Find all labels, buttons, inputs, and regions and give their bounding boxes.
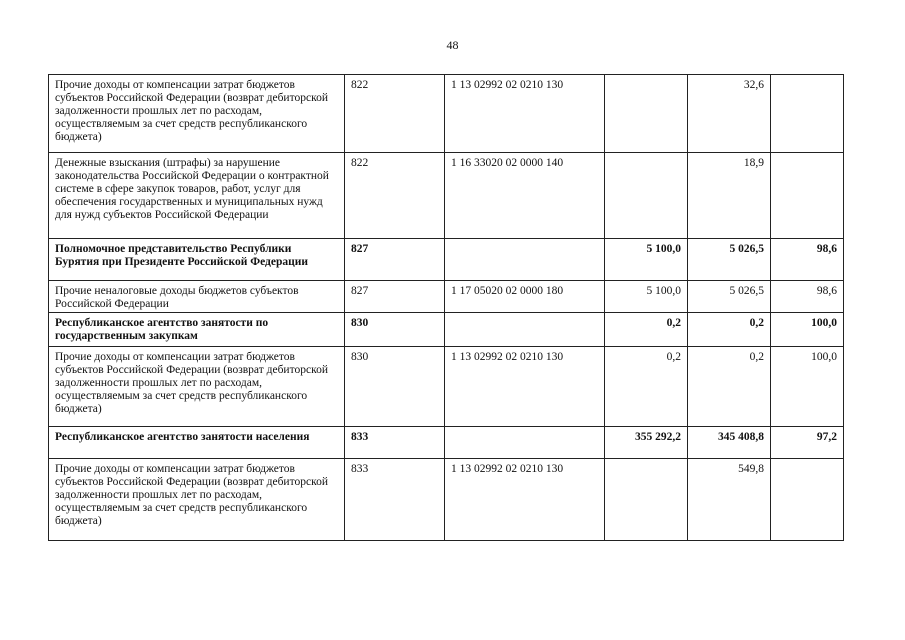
cell-plan: 5 100,0: [605, 239, 688, 281]
cell-fact: 0,2: [688, 347, 771, 427]
cell-percent: 98,6: [771, 239, 844, 281]
cell-fact: 549,8: [688, 459, 771, 541]
cell-fact: 18,9: [688, 153, 771, 239]
cell-admin-code: 822: [345, 75, 445, 153]
cell-admin-code: 822: [345, 153, 445, 239]
cell-admin-code: 833: [345, 459, 445, 541]
cell-name: Республиканское агентство занятости по государственным закупкам: [49, 313, 345, 347]
cell-admin-code: 830: [345, 313, 445, 347]
cell-percent: [771, 75, 844, 153]
table-row-section: [49, 313, 844, 347]
cell-name: Прочие неналоговые доходы бюджетов субъектов Российской Федерации: [49, 281, 345, 313]
cell-plan: 0,2: [605, 313, 688, 347]
cell-plan: [605, 153, 688, 239]
cell-budget-code: 1 17 05020 02 0000 180: [445, 281, 605, 313]
cell-percent: 100,0: [771, 313, 844, 347]
cell-percent: 100,0: [771, 347, 844, 427]
page-number: 48: [446, 38, 459, 52]
cell-admin-code: 827: [345, 239, 445, 281]
cell-percent: 97,2: [771, 427, 844, 459]
cell-plan: 355 292,2: [605, 427, 688, 459]
cell-admin-code: 833: [345, 427, 445, 459]
cell-admin-code: 830: [345, 347, 445, 427]
table-row-section: [49, 239, 844, 281]
cell-fact: 5 026,5: [688, 239, 771, 281]
table-row: [49, 347, 844, 427]
cell-percent: [771, 459, 844, 541]
cell-plan: [605, 75, 688, 153]
cell-name: Полномочное представительство Республики Бурятия при Президенте Российской Федерации: [49, 239, 345, 281]
cell-fact: 345 408,8: [688, 427, 771, 459]
cell-budget-code: [445, 313, 605, 347]
cell-fact: 5 026,5: [688, 281, 771, 313]
table-row: [49, 281, 844, 313]
cell-admin-code: 827: [345, 281, 445, 313]
cell-name: Прочие доходы от компенсации затрат бюджетов субъектов Российской Федерации (возврат дебиторской задолженности прошлых лет по расходам, осуществляемым за счет средств республиканского бюджета): [49, 75, 345, 153]
cell-budget-code: 1 16 33020 02 0000 140: [445, 153, 605, 239]
cell-fact: 32,6: [688, 75, 771, 153]
revenue-table: [48, 74, 844, 541]
cell-percent: [771, 153, 844, 239]
cell-budget-code: 1 13 02992 02 0210 130: [445, 459, 605, 541]
cell-plan: [605, 459, 688, 541]
cell-name: Прочие доходы от компенсации затрат бюджетов субъектов Российской Федерации (возврат дебиторской задолженности прошлых лет по расходам, осуществляемым за счет средств республиканского бюджета): [49, 347, 345, 427]
revenue-table-body: [49, 75, 844, 541]
cell-percent: 98,6: [771, 281, 844, 313]
cell-name: Республиканское агентство занятости населения: [49, 427, 345, 459]
cell-budget-code: [445, 427, 605, 459]
table-row: [49, 75, 844, 153]
cell-budget-code: 1 13 02992 02 0210 130: [445, 75, 605, 153]
cell-fact: 0,2: [688, 313, 771, 347]
cell-name: Денежные взыскания (штрафы) за нарушение законодательства Российской Федерации о контрактной системе в сфере закупок товаров, работ, услуг для обеспечения государственных и муниципальных нужд для нужд субъектов Российской Федерации: [49, 153, 345, 239]
cell-budget-code: 1 13 02992 02 0210 130: [445, 347, 605, 427]
table-row-section: [49, 427, 844, 459]
table-row: [49, 459, 844, 541]
cell-name: Прочие доходы от компенсации затрат бюджетов субъектов Российской Федерации (возврат дебиторской задолженности прошлых лет по расходам, осуществляемым за счет средств республиканского бюджета): [49, 459, 345, 541]
cell-plan: 0,2: [605, 347, 688, 427]
cell-plan: 5 100,0: [605, 281, 688, 313]
cell-budget-code: [445, 239, 605, 281]
table-row: [49, 153, 844, 239]
